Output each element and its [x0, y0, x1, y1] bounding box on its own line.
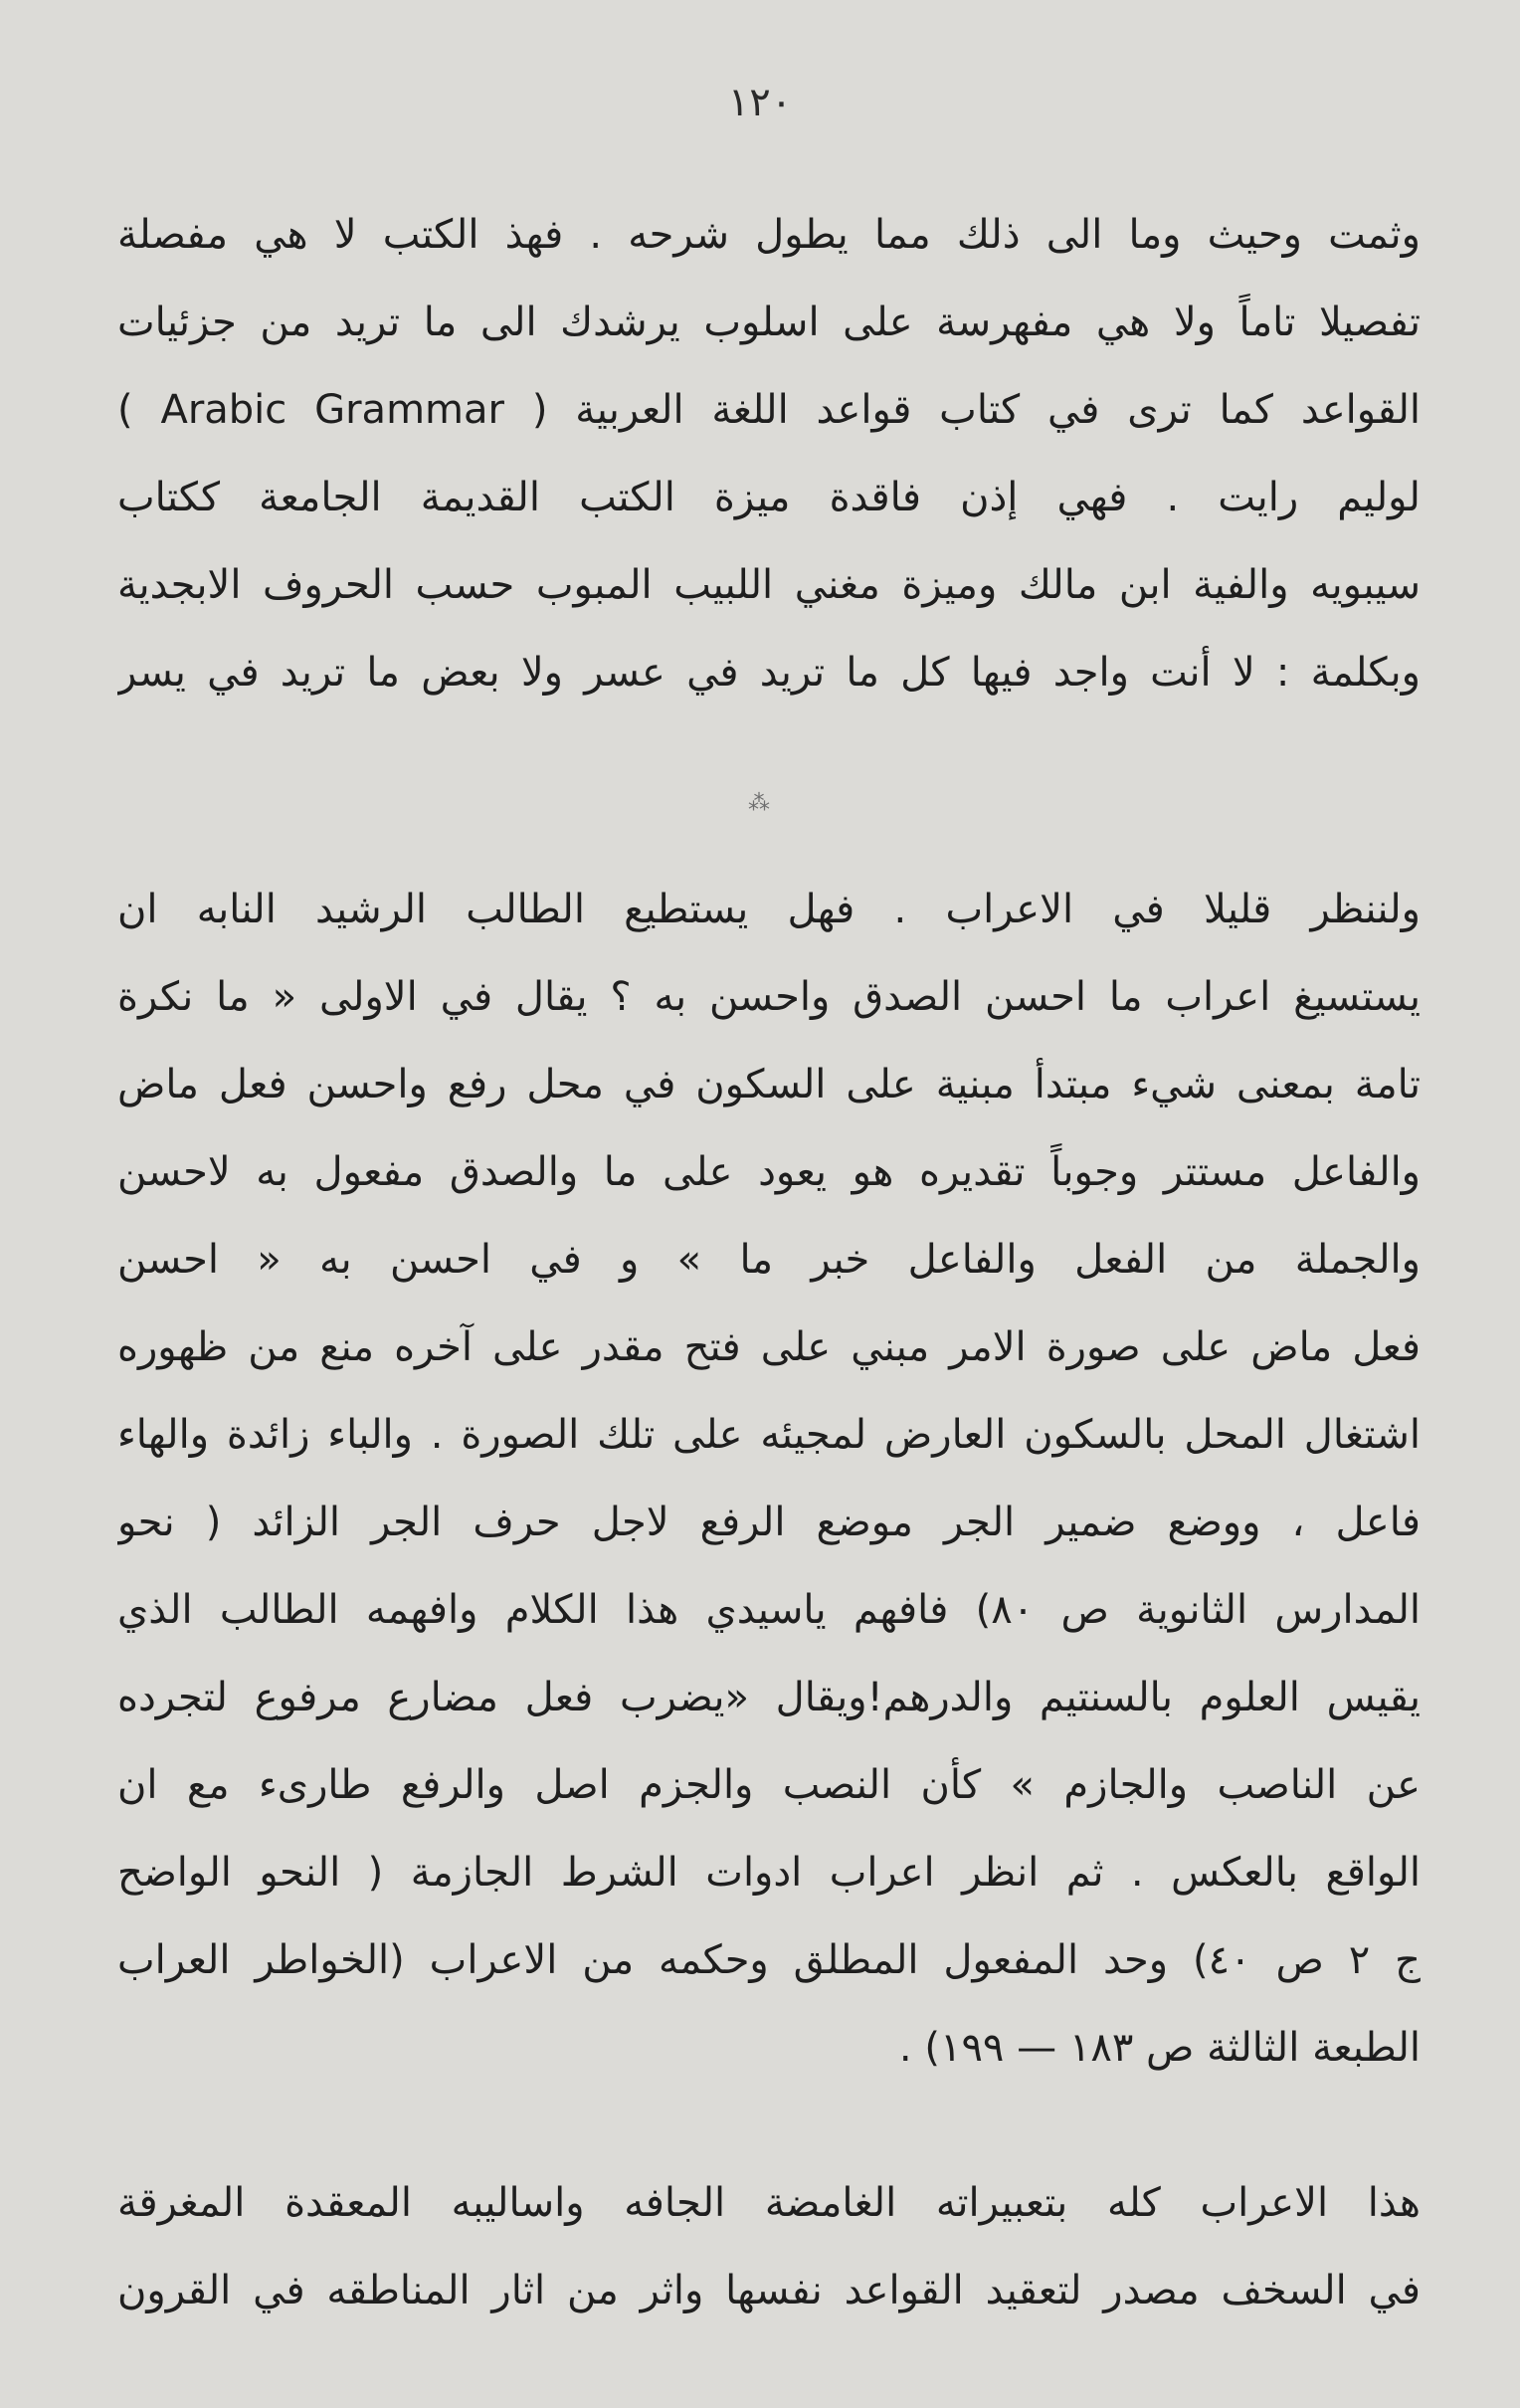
text-line: في السخف مصدر لتعقيد القواعد نفسها واثر من اثار المناطقه في القرون: [117, 2268, 1421, 2313]
text-line: لوليم رايت . فهي إذن فاقدة ميزة الكتب القديمة الجامعة ككتاب: [117, 475, 1421, 520]
section-separator: ⁂: [748, 791, 772, 816]
text-line: وبكلمة : لا أنت واجد فيها كل ما تريد في عسر ولا بعض ما تريد في يسر: [117, 650, 1421, 696]
text-line: وثمت وحيث وما الى ذلك مما يطول شرحه . فهذ الكتب لا هي مفصلة: [117, 212, 1421, 258]
text-line: والفاعل مستتر وجوباً تقديره هو يعود على ما والصدق مفعول به لاحسن: [117, 1149, 1421, 1195]
text-line: ولننظر قليلا في الاعراب . فهل يستطيع الطالب الرشيد النابه ان: [117, 887, 1421, 932]
text-line: اشتغال المحل بالسكون العارض لمجيئه على تلك الصورة . والباء زائدة والهاء: [117, 1412, 1421, 1458]
text-line: تامة بمعنى شيء مبتدأ مبنية على السكون في محل رفع واحسن فعل ماض: [117, 1062, 1421, 1107]
text-line: يستسيغ اعراب ما احسن الصدق واحسن به ؟ يقال في الاولى « ما نكرة: [117, 974, 1421, 1020]
text-line: تفصيلا تاماً ولا هي مفهرسة على اسلوب يرشدك الى ما تريد من جزئيات: [117, 300, 1421, 345]
paragraph-1: [117, 191, 1421, 716]
text-line: سيبويه والفية ابن مالك وميزة مغني اللبيب المبوب حسب الحروف الابجدية: [117, 562, 1421, 608]
text-line: فعل ماض على صورة الامر مبني على فتح مقدر على آخره منع من ظهوره: [117, 1324, 1421, 1370]
text-line: الواقع بالعكس . ثم انظر اعراب ادوات الشرط الجازمة ( النحو الواضح: [117, 1850, 1421, 1896]
text-line: ج ٢ ص ٤٠) وحد المفعول المطلق وحكمه من الاعراب (الخواطر العراب: [117, 1937, 1421, 1983]
paragraph-3: [117, 2159, 1421, 2334]
text-line: هذا الاعراب كله بتعبيراته الغامضة الجافه واساليبه المعقدة المغرقة: [117, 2180, 1421, 2226]
text-line: عن الناصب والجازم » كأن النصب والجزم اصل والرفع طارىء مع ان: [117, 1762, 1421, 1808]
page-number: ١٢٠: [727, 80, 793, 125]
text-line: المدارس الثانوية ص ٨٠) فافهم ياسيدي هذا الكلام وافهمه الطالب الذي: [117, 1587, 1421, 1633]
text-line: فاعل ، ووضع ضمير الجر موضع الرفع لاجل حرف الجر الزائد ( نحو: [117, 1500, 1421, 1545]
paragraph-2: [117, 866, 1421, 2092]
text-line: القواعد كما ترى في كتاب قواعد اللغة العربية ( Arabic Grammar ): [117, 387, 1421, 433]
text-line: الطبعة الثالثة ص ١٨٣ — ١٩٩) .: [898, 2025, 1421, 2071]
text-line: والجملة من الفعل والفاعل خبر ما » و في احسن به « احسن: [117, 1237, 1421, 1283]
text-line: يقيس العلوم بالسنتيم والدرهم!ويقال «يضرب فعل مضارع مرفوع لتجرده: [117, 1675, 1421, 1720]
